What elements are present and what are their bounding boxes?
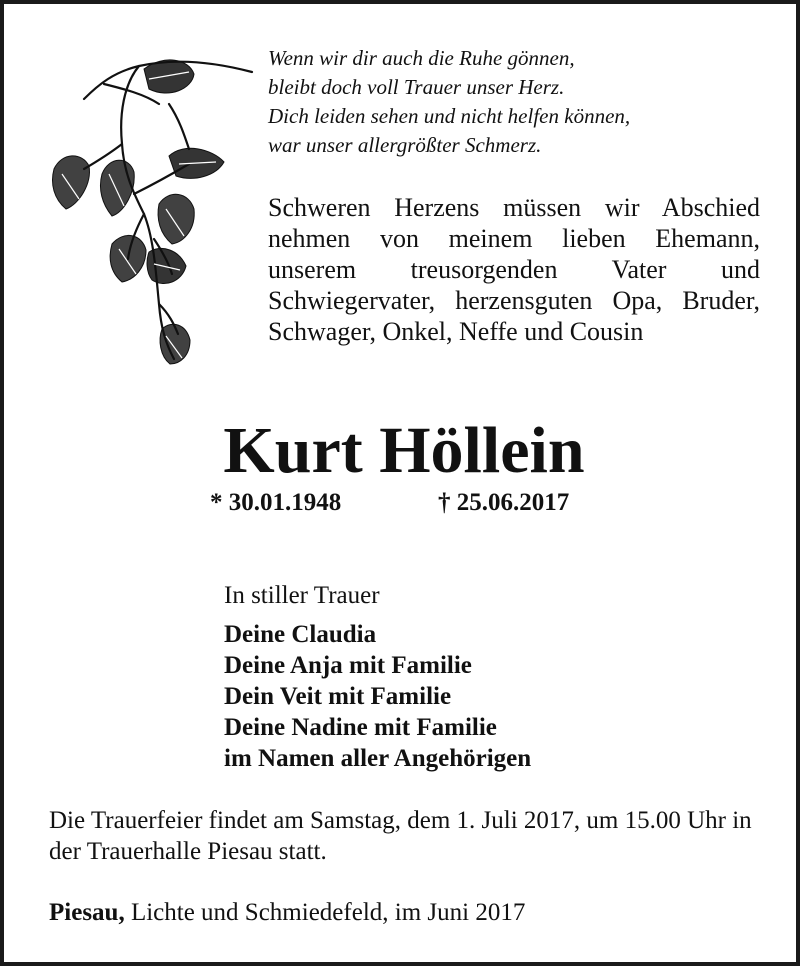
place-date-line	[49, 897, 525, 928]
deceased-name: Kurt Höllein	[223, 414, 585, 487]
family-list	[224, 619, 531, 774]
service-info: Die Trauerfeier findet am Samstag, dem 1. Juli 2017, um 15.00 Uhr in der Trauerhalle Piesau statt.	[49, 807, 752, 865]
intro-text: Schweren Herzens müssen wir Abschied nehmen von meinem lieben Ehemann, unserem treusorgenden Vater und Schwiegervater, herzensguten Opa, Bruder, Schwager, Onkel, Neffe und Cousin	[268, 193, 760, 346]
birch-branch-icon	[44, 44, 259, 379]
place-town: Piesau,	[49, 899, 125, 926]
place-rest: Lichte und Schmiedefeld, im Juni 2017	[124, 899, 526, 926]
death-date: † 25.06.2017	[438, 489, 570, 516]
poem-line: war unser allergrößter Schmerz.	[268, 133, 542, 157]
family-member: Deine Nadine mit Familie	[224, 714, 497, 741]
birth-date: * 30.01.1948	[210, 489, 342, 516]
poem-line: bleibt doch voll Trauer unser Herz.	[268, 75, 565, 99]
poem	[268, 44, 768, 160]
poem-line: Dich leiden sehen und nicht helfen können,	[268, 104, 631, 128]
mourning-heading: In stiller Trauer	[224, 582, 380, 609]
life-dates	[210, 487, 569, 519]
family-member: Deine Anja mit Familie	[224, 652, 472, 679]
family-member: Deine Claudia	[224, 621, 377, 648]
family-member: Dein Veit mit Familie	[224, 683, 452, 710]
poem-line: Wenn wir dir auch die Ruhe gönnen,	[268, 46, 575, 70]
family-member: im Namen aller Angehörigen	[224, 745, 532, 772]
